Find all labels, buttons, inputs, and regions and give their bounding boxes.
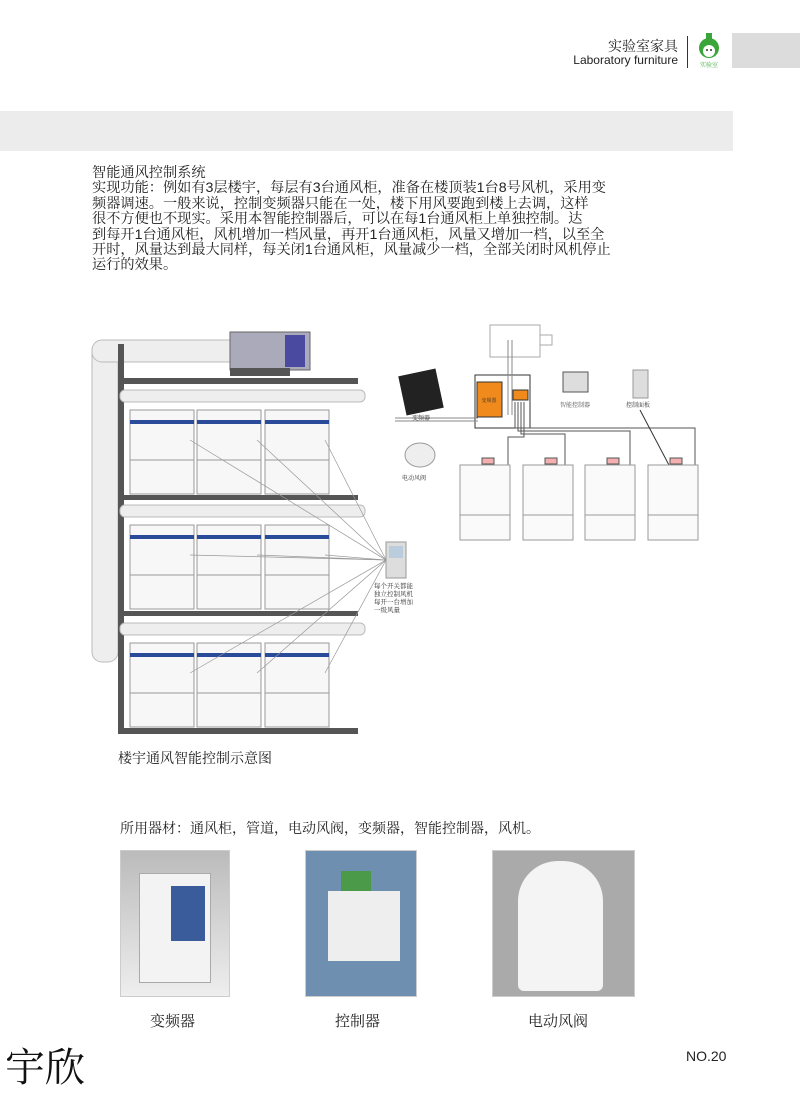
inverter-label: 变频器 bbox=[412, 415, 431, 422]
fume-hood-icon bbox=[523, 465, 573, 540]
panel-label: 控制面板 bbox=[626, 402, 651, 409]
fume-hood-icon bbox=[585, 465, 635, 540]
fume-hood-icon bbox=[648, 465, 698, 540]
desc-line: 开时，风量达到最大同样，每关闭1台通风柜，风量减少一档，全部关闭时风机停止 bbox=[92, 242, 611, 259]
damper-label: 电动风阀 bbox=[402, 475, 427, 482]
photo-label: 电动风阀 bbox=[528, 1012, 589, 1030]
header-tab-block bbox=[732, 33, 800, 68]
controller-photo bbox=[305, 850, 417, 997]
panel-note-line: 一级风量 bbox=[374, 606, 400, 614]
parts-intro: 所用器材：通风柜，管道，电动风阀，变频器，智能控制器，风机。 bbox=[120, 821, 540, 837]
controller-icon bbox=[563, 372, 588, 392]
damper-photo bbox=[492, 850, 635, 997]
controller-label: 智能控制器 bbox=[560, 402, 591, 409]
logo-text: 实验室 bbox=[699, 62, 719, 69]
damper-icon bbox=[405, 443, 435, 467]
building-diagram bbox=[80, 320, 420, 740]
desc-line: 实现功能：例如有3层楼宇，每层有3台通风柜，准备在楼顶装1台8号风机，采用变 bbox=[92, 180, 606, 197]
description bbox=[92, 166, 611, 274]
section-banner bbox=[0, 111, 733, 151]
desc-line: 频器调速。一般来说，控制变频器只能在一处，楼下用风要跑到楼上去调，这样 bbox=[92, 195, 589, 212]
system-diagram bbox=[390, 320, 710, 545]
inverter-box-label: 变频器 bbox=[481, 398, 497, 404]
section-title: 智能通风控制系统 bbox=[92, 165, 206, 181]
panel-note-line: 每个开关都能 bbox=[374, 582, 413, 590]
footer-brand: 宇欣 bbox=[5, 1045, 85, 1091]
diagram-caption: 楼宇通风智能控制示意图 bbox=[118, 751, 272, 767]
control-panel-icon bbox=[633, 370, 648, 398]
brand-name-cn: 实验室家具 bbox=[608, 39, 678, 55]
photo-label: 变频器 bbox=[150, 1012, 196, 1030]
inverter-photo bbox=[120, 850, 230, 997]
fume-hood-icon bbox=[460, 465, 510, 540]
desc-line: 很不方便也不现实。采用本智能控制器后，可以在每1台通风柜上单独控制。达 bbox=[92, 211, 583, 228]
panel-note bbox=[374, 581, 414, 614]
inverter-icon bbox=[398, 368, 443, 415]
duct bbox=[120, 623, 365, 635]
duct bbox=[120, 390, 365, 402]
desc-line: 运行的效果。 bbox=[92, 257, 178, 274]
header-divider bbox=[687, 36, 688, 68]
desc-line: 到每开1台通风柜，风机增加一档风量，再开1台通风柜，风量又增加一档，以至全 bbox=[92, 226, 605, 243]
panel-note-line: 每开一台增加 bbox=[374, 598, 413, 606]
photo-label: 控制器 bbox=[335, 1012, 381, 1030]
logo-icon bbox=[694, 30, 724, 70]
page-number: NO.20 bbox=[686, 1048, 727, 1064]
brand-name-en: Laboratory furniture bbox=[573, 53, 678, 67]
panel-note-line: 独立控制风机 bbox=[374, 590, 413, 598]
duct bbox=[120, 505, 365, 517]
